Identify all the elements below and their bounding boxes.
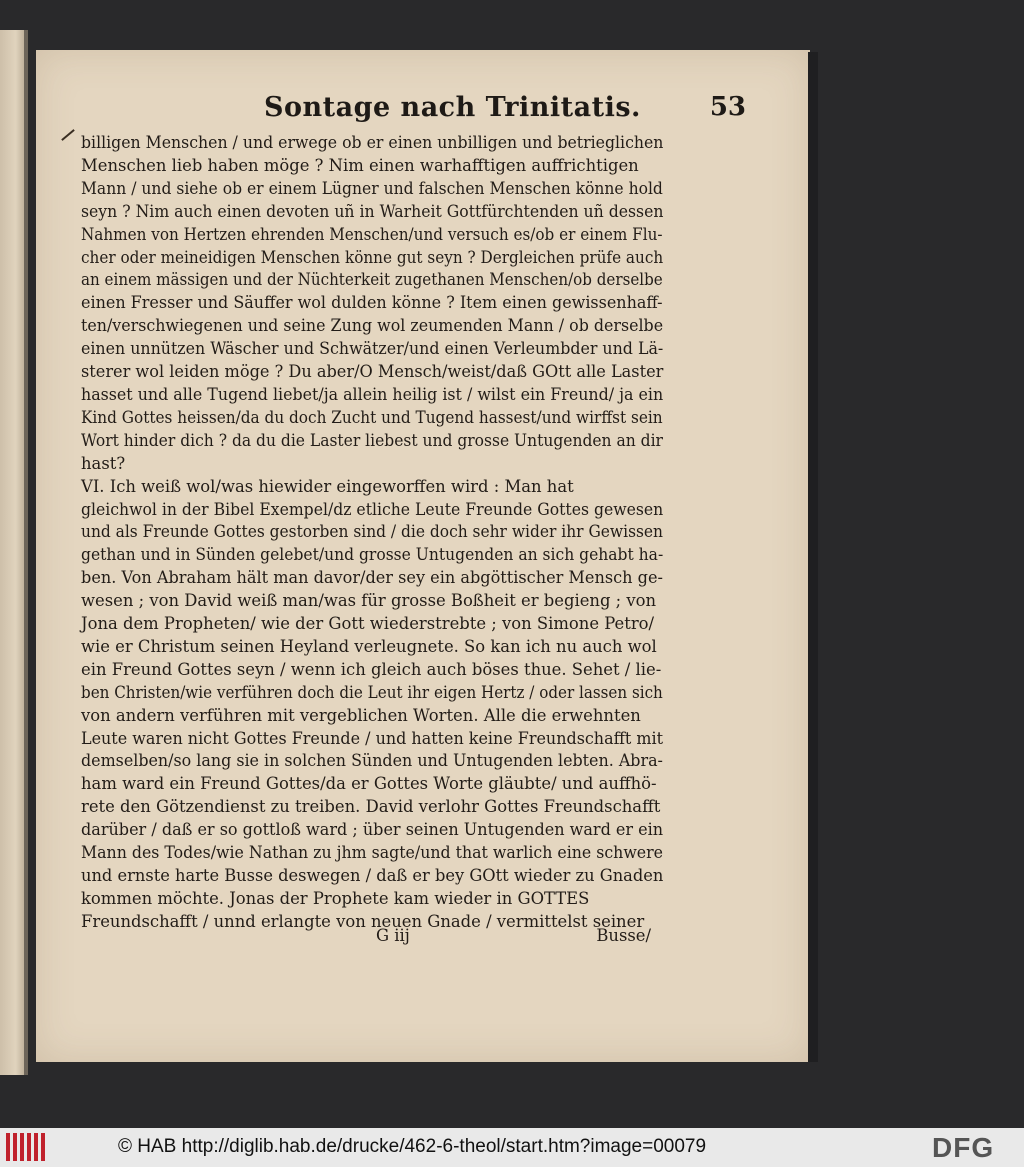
text-line: billigen Menschen / und erwege ob er einen unbilligen und betrieglichen — [81, 133, 664, 152]
hab-logo-icon[interactable] — [6, 1133, 46, 1161]
text-line: einen unnützen Wäscher und Schwätzer/und einen Verleumbder und Lä- — [81, 339, 664, 359]
citation-link[interactable]: © HAB http://diglib.hab.de/drucke/462-6-theol/start.htm?image=00079 — [118, 1136, 707, 1157]
catchword: Busse/ — [596, 926, 651, 945]
text-line: an einem mässigen und der Nüchterkeit zugethanen Menschen/ob derselbe — [81, 270, 663, 290]
page-foot — [376, 926, 651, 950]
text-line: ten/verschwiegenen und seine Zung wol zeumenden Mann / ob derselbe — [81, 316, 664, 336]
text-line: kommen möchte. Jonas der Prophete kam wieder in GOTTES — [81, 888, 590, 908]
footer-bar — [0, 1128, 1024, 1167]
book-page — [36, 50, 810, 1062]
text-line: demselben/so lang sie in solchen Sünden und Untugenden lebten. Abra- — [81, 751, 663, 771]
body-text — [81, 132, 663, 934]
text-line: seyn ? Nim auch einen devoten uñ in Warheit Gottfürchtenden uñ dessen — [81, 201, 664, 221]
page-header — [96, 92, 780, 126]
text-line: hast? — [81, 453, 126, 473]
text-line: sterer wol leiden möge ? Du aber/O Mensch/weist/daß GOtt alle Laster — [81, 362, 664, 382]
text-line: gleichwol in der Bibel Exempel/dz etliche Leute Freunde Gottes gewesen — [81, 499, 664, 519]
text-line: Mann des Todes/wie Nathan zu jhm sagte/und that warlich eine schwere — [81, 843, 664, 863]
text-line: ben Christen/wie verführen doch die Leut ihr eigen Hertz / oder lassen sich — [81, 682, 663, 702]
text-line: wesen ; von David weiß man/was für grosse Boßheit er begieng ; von — [81, 591, 657, 611]
text-line: darüber / daß er so gottloß ward ; über seinen Untugenden ward er ein — [81, 820, 664, 840]
text-line: einen Fresser und Säuffer wol dulden könne ? Item einen gewissenhaff- — [81, 293, 663, 313]
text-line: Freundschafft / unnd erlangte von neuen Gnade / vermittelst seiner — [81, 911, 645, 931]
page-number: 53 — [709, 92, 746, 122]
text-line: ben. Von Abraham hält man davor/der sey ein abgöttischer Mensch ge- — [81, 568, 663, 588]
text-line: Mann / und siehe ob er einem Lügner und falschen Menschen könne hold — [81, 178, 663, 198]
text-line: cher oder meineidigen Menschen könne gut seyn ? Dergleichen prüfe auch — [81, 247, 664, 267]
text-line: wie er Christum seinen Heyland verleugnete. So kan ich nu auch wol — [81, 636, 657, 656]
running-head: Sontage nach Trinitatis. — [264, 92, 641, 123]
margin-pen-mark — [61, 129, 75, 141]
text-line: und ernste harte Busse deswegen / daß er bey GOtt wieder zu Gnaden — [81, 866, 664, 885]
dfg-logo[interactable]: DFG — [932, 1132, 995, 1163]
text-line: und als Freunde Gottes gestorben sind / die doch sehr wider ihr Gewissen — [81, 522, 663, 542]
text-line: ham ward ein Freund Gottes/da er Gottes Worte gläubte/ und auffhö- — [81, 774, 657, 794]
text-line: Jona dem Propheten/ wie der Gott wiederstrebte ; von Simone Petro/ — [81, 614, 655, 634]
text-line: gethan und in Sünden gelebet/und grosse Untugenden an sich gehabt ha- — [81, 545, 664, 565]
text-line: Leute waren nicht Gottes Freunde / und hatten keine Freundschafft mit — [81, 728, 664, 748]
text-line: von andern verführen mit vergeblichen Worten. Alle die erwehnten — [81, 705, 641, 725]
text-line: ein Freund Gottes seyn / wenn ich gleich auch böses thue. Sehet / lie- — [81, 659, 662, 679]
adjacent-page-gutter — [24, 30, 28, 1075]
page-shadow — [808, 52, 818, 1062]
text-line: Wort hinder dich ? da du die Laster liebest und grosse Untugenden an dir — [81, 430, 663, 450]
signature-mark: G iij — [376, 926, 410, 945]
text-line: Kind Gottes heissen/da du doch Zucht und Tugend hassest/und wirffst sein — [81, 407, 663, 427]
text-line: Menschen lieb haben möge ? Nim einen warhafftigen auffrichtigen — [81, 155, 639, 175]
text-line: Nahmen von Hertzen ehrenden Menschen/und versuch es/ob er einem Flu- — [81, 224, 663, 244]
adjacent-page-edge — [0, 30, 26, 1075]
text-line: hasset und alle Tugend liebet/ja allein heilig ist / wilst ein Freund/ ja ein — [81, 384, 664, 404]
text-line: rete den Götzendienst zu treiben. David verlohr Gottes Freundschafft — [81, 797, 661, 817]
text-line: VI. Ich weiß wol/was hiewider eingeworffen wird : Man hat — [81, 476, 574, 496]
